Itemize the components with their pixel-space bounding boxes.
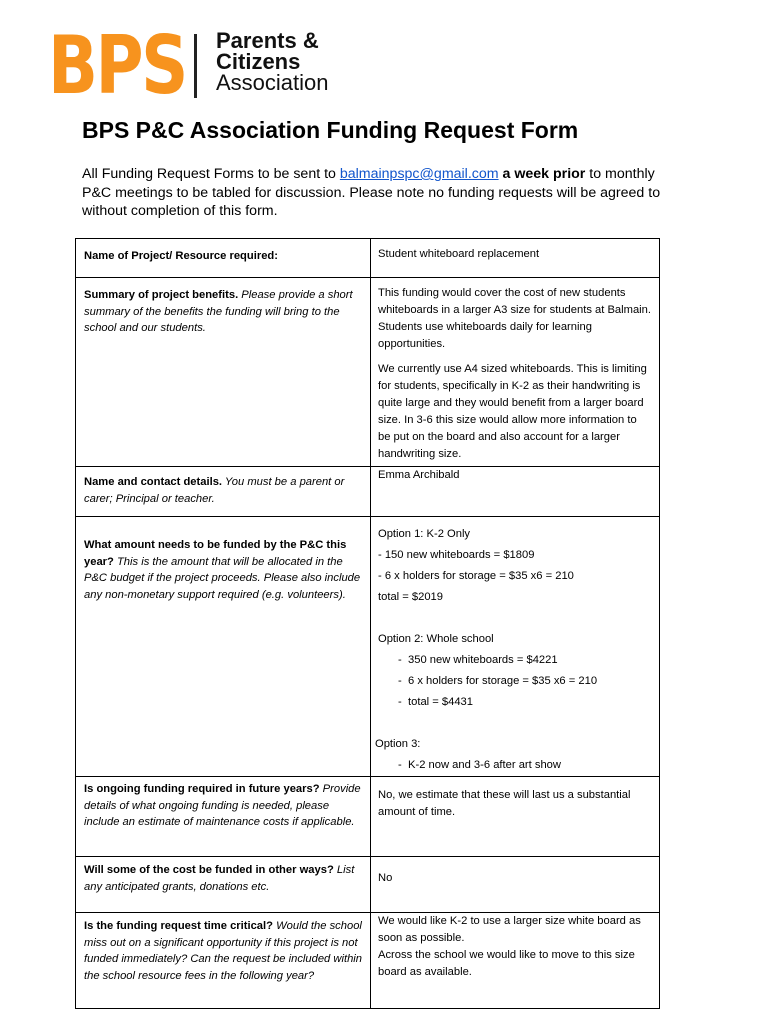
funding-request-table	[75, 238, 660, 1009]
label-bold: What amount needs to be funded by the P&C this year?	[84, 539, 347, 568]
option1-line: - 150 new whiteboards = $1809	[378, 549, 535, 561]
table-row	[76, 517, 660, 777]
header	[48, 19, 368, 112]
row-answer[interactable]	[371, 913, 660, 1009]
email-link[interactable]: balmainpspc@gmail.com	[339, 166, 499, 182]
row-answer[interactable]	[371, 278, 660, 467]
bullet-dash: -	[398, 654, 402, 666]
label-italic: Provide details of what ongoing funding is needed, please include an estimate of maintenance costs if applicable.	[84, 783, 361, 828]
table-row	[76, 278, 660, 467]
label-bold: Name of Project/ Resource required:	[84, 250, 278, 262]
logo-line-1: Parents &	[216, 28, 319, 53]
option2-item	[378, 692, 651, 713]
option3-item	[378, 755, 651, 776]
answer-text: No, we estimate that these will last us a substantial amount of time.	[378, 789, 631, 818]
row-label	[76, 239, 371, 278]
option2-item	[378, 650, 651, 671]
row-label	[76, 278, 371, 467]
label-italic: Would the school miss out on a significant opportunity if this project is not funded immediately? Can the request be included within the school resource fees in the following year?	[84, 920, 362, 982]
intro-before: All Funding Request Forms to be sent to	[82, 166, 340, 182]
label-bold: Summary of project benefits.	[84, 289, 239, 301]
logo-text	[216, 30, 329, 93]
answer-text: No	[378, 872, 393, 884]
option2-line: total = $4431	[408, 696, 474, 708]
option2-heading: Option 2: Whole school	[378, 633, 494, 645]
table-row	[76, 857, 660, 913]
page-title: BPS P&C Association Funding Request Form	[82, 117, 579, 143]
bullet-dash: -	[398, 696, 402, 708]
answer-text: This funding would cover the cost of new students whiteboards in a larger A3 size for students at Balmain. Students use whiteboards daily for learning opportunities.	[378, 287, 651, 350]
bullet-dash: -	[398, 759, 402, 771]
row-answer[interactable]	[371, 239, 660, 278]
row-label	[76, 777, 371, 857]
option3-line: K-2 now and 3-6 after art show	[408, 759, 561, 771]
label-italic: You must be a parent or carer; Principal or teacher.	[84, 476, 345, 505]
label-italic: Please provide a short summary of the benefits the funding will bring to the school and our students.	[84, 289, 353, 334]
intro-bold: a week prior	[498, 166, 586, 182]
label-italic: List any anticipated grants, donations etc.	[84, 864, 355, 893]
answer-text: Across the school we would like to move to this size board as available.	[378, 949, 635, 978]
option2-line: 350 new whiteboards = $4221	[408, 654, 558, 666]
bullet-dash: -	[398, 675, 402, 687]
label-bold: Will some of the cost be funded in other ways?	[84, 864, 334, 876]
label-bold: Is ongoing funding required in future years?	[84, 783, 320, 795]
row-answer[interactable]	[371, 517, 660, 777]
row-answer[interactable]	[371, 857, 660, 913]
row-label	[76, 517, 371, 777]
row-label	[76, 467, 371, 517]
answer-text: We would like K-2 to use a larger size white board as soon as possible.	[378, 915, 641, 944]
logo-line-2: Citizens	[216, 49, 301, 74]
row-answer[interactable]	[371, 467, 660, 517]
logo-divider	[194, 34, 197, 98]
option1-heading: Option 1: K-2 Only	[378, 528, 471, 540]
table-row	[76, 913, 660, 1009]
option1-line: - 6 x holders for storage = $35 x6 = 210	[378, 570, 574, 582]
table-row	[76, 239, 660, 278]
answer-text: We currently use A4 sized whiteboards. This is limiting for students, specifically in K-2 as their handwriting is quite large and they would benefit from a larger board size. In 3-6 this size would allow more information to be put on the board and also account for a larger handwriting size.	[378, 363, 647, 460]
logo-line-3: Association	[216, 70, 329, 95]
option1-line: total = $2019	[378, 591, 444, 603]
option2-line: 6 x holders for storage = $35 x6 = 210	[408, 675, 598, 687]
table-row	[76, 777, 660, 857]
label-italic: This is the amount that will be allocated in the P&C budget if the project proceeds. Please also include any non-monetary support required (e.g. volunteers).	[84, 555, 361, 601]
bps-logo-mark: BPS	[48, 19, 186, 112]
intro-paragraph	[82, 165, 672, 221]
intro-after: to monthly P&C meetings to be tabled for discussion. Please note no funding requests will be agreed to without completion of this form.	[82, 166, 661, 219]
option2-item	[378, 671, 651, 692]
option3-heading: Option 3:	[375, 738, 421, 750]
table-row	[76, 467, 660, 517]
row-answer[interactable]	[371, 777, 660, 857]
answer-text: Emma Archibald	[378, 469, 460, 481]
row-label	[76, 913, 371, 1009]
label-bold: Name and contact details.	[84, 476, 223, 488]
label-bold: Is the funding request time critical?	[84, 920, 273, 932]
row-label	[76, 857, 371, 913]
answer-text: Student whiteboard replacement	[378, 248, 540, 260]
